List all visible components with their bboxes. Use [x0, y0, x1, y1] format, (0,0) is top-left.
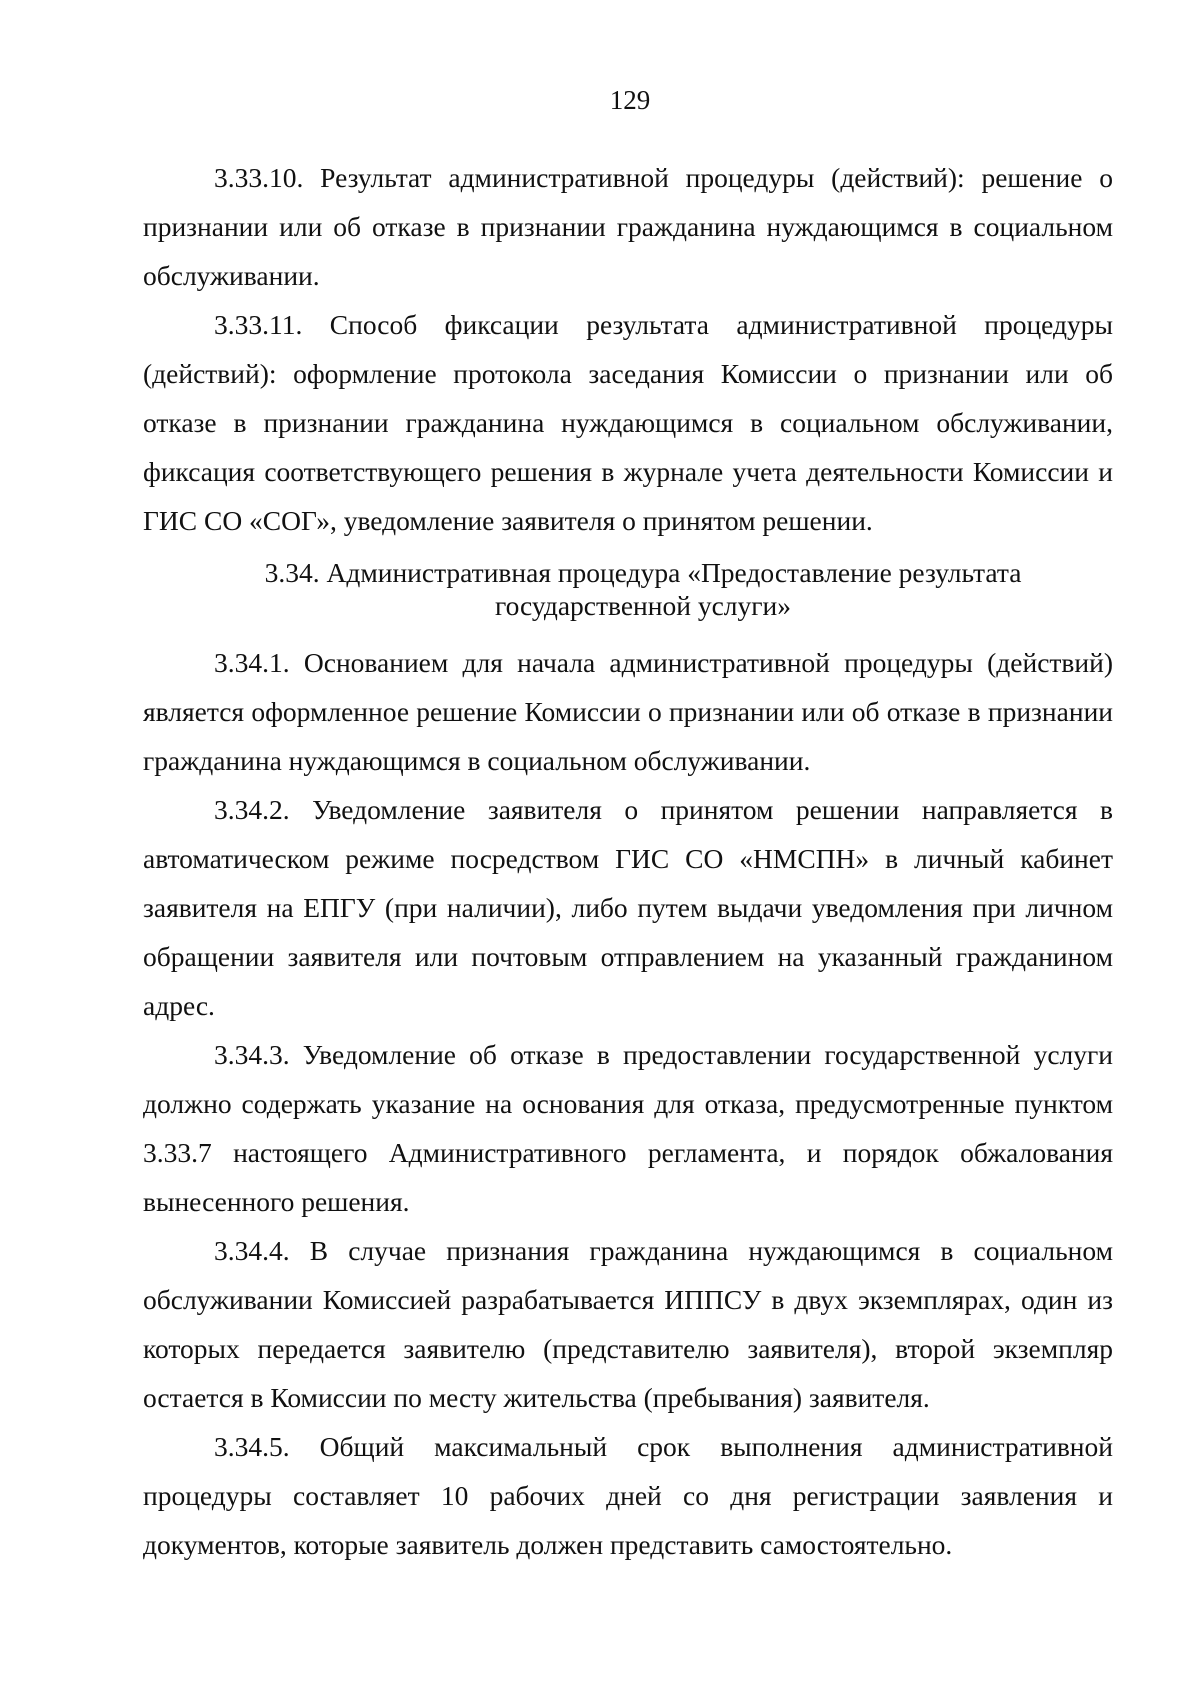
paragraph-3-34-4: 3.34.4. В случае признания гражданина нуждающимся в социальном обслуживании Комиссией разрабатывается ИППСУ в двух экземплярах, один из которых передается заявителю (представителю заявителя), второй экземпляр остается в Комиссии по месту жительства (пребывания) заявителя. — [143, 1235, 1113, 1413]
paragraph-3-33-11: 3.33.11. Способ фиксации результата административной процедуры (действий): оформление протокола заседания Комиссии о признании или об отказе в признании гражданина нуждающимся в социальном обслуживании, фиксация соответствующего решения в журнале учета деятельности Комиссии и ГИС СО «СОГ», уведомление заявителя о принятом решении. — [143, 309, 1113, 536]
page-number: 129 — [609, 85, 651, 115]
section-heading-3-34 — [143, 556, 1113, 622]
paragraph-3-34-3: 3.34.3. Уведомление об отказе в предоставлении государственной услуги должно содержать указание на основания для отказа, предусмотренные пунктом 3.33.7 настоящего Административного регламента, и порядок обжалования вынесенного решения. — [143, 1039, 1113, 1217]
paragraph-3-34-2: 3.34.2. Уведомление заявителя о принятом решении направляется в автоматическом режиме посредством ГИС СО «НМСПН» в личный кабинет заявителя на ЕПГУ (при наличии), либо путем выдачи уведомления при личном обращении заявителя или почтовым отправлением на указанный гражданином адрес. — [143, 794, 1113, 1021]
document-body — [143, 153, 1113, 1569]
section-heading-line-2: государственной услуги» — [494, 590, 792, 621]
paragraph-3-34-1: 3.34.1. Основанием для начала административной процедуры (действий) является оформленное решение Комиссии о признании или об отказе в признании гражданина нуждающимся в социальном обслуживании. — [143, 647, 1113, 776]
section-heading-line-1: 3.34. Административная процедура «Предоставление результата — [264, 557, 1022, 588]
paragraph-3-33-10: 3.33.10. Результат административной процедуры (действий): решение о признании или об отказе в признании гражданина нуждающимся в социальном обслуживании. — [143, 162, 1113, 291]
paragraph-3-34-5: 3.34.5. Общий максимальный срок выполнения административной процедуры составляет 10 рабочих дней со дня регистрации заявления и документов, которые заявитель должен представить самостоятельно. — [143, 1431, 1113, 1560]
